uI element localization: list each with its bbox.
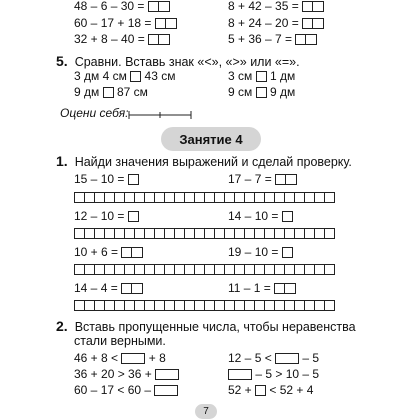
grid-cell[interactable] [324, 228, 335, 239]
sign-box[interactable] [103, 87, 114, 98]
expression-1-left: 15 – 10 = [74, 172, 139, 186]
answer-box[interactable] [128, 174, 139, 185]
answer-box[interactable] [128, 211, 139, 222]
self-assess-label: Оцени себя: [60, 106, 129, 120]
expression-row-3-right: 5 + 36 – 7 = [228, 32, 317, 46]
expression-2-right: 14 – 10 = [228, 209, 293, 223]
inequality-1-left: 46 + 8 < + 8 [74, 351, 166, 365]
answer-box[interactable] [274, 283, 296, 294]
task-5-heading [56, 53, 300, 70]
inequality-3-left: 60 – 17 < 60 – [74, 383, 178, 397]
inequality-2-left: 36 + 20 > 36 + [74, 367, 179, 381]
task-2-heading [56, 318, 356, 335]
answer-box[interactable] [282, 211, 293, 222]
answer-box[interactable] [295, 34, 317, 45]
check-strip[interactable] [74, 264, 334, 275]
task-1-heading [56, 153, 352, 170]
sign-box[interactable] [130, 71, 141, 82]
expression-4-left: 14 – 4 = [74, 281, 143, 295]
answer-box[interactable] [148, 1, 170, 12]
grid-cell[interactable] [324, 300, 335, 311]
expression-row-1-right: 8 + 42 – 35 = [228, 0, 324, 13]
grid-cell[interactable] [324, 264, 335, 275]
grid-cell[interactable] [324, 192, 335, 203]
self-assess-scale[interactable] [128, 111, 192, 119]
inequality-2-right: – 5 > 10 – 5 [228, 367, 319, 381]
missing-number-box[interactable] [154, 385, 178, 396]
expression-2-left: 12 – 10 = [74, 209, 139, 223]
missing-number-box[interactable] [155, 369, 179, 380]
expression-3-right: 19 – 10 = [228, 245, 293, 259]
task-text: Сравни. Вставь знак «<», «>» или «=». [74, 55, 300, 69]
answer-box[interactable] [282, 247, 293, 258]
expression-1-right: 17 – 7 = [228, 172, 297, 186]
compare-row-2-right: 9 см 9 дм [228, 85, 296, 99]
expression-row-2-right: 8 + 24 – 20 = [228, 16, 324, 30]
answer-box[interactable] [302, 1, 324, 12]
compare-row-2-left: 9 дм 87 см [74, 85, 148, 99]
expression-3-left: 10 + 6 = [74, 245, 143, 259]
check-strip[interactable] [74, 228, 334, 239]
expression-row-3-left: 32 + 8 – 40 = [74, 32, 170, 46]
answer-box[interactable] [275, 174, 297, 185]
missing-number-box[interactable] [255, 385, 266, 396]
answer-box[interactable] [302, 18, 324, 29]
answer-box[interactable] [155, 18, 177, 29]
task-number: 1. [56, 153, 68, 169]
missing-number-box[interactable] [121, 353, 145, 364]
expression-row-2-left: 60 – 17 + 18 = [74, 16, 177, 30]
answer-box[interactable] [121, 247, 143, 258]
answer-box[interactable] [148, 34, 170, 45]
task-text: Найди значения выражений и сделай проверку. [74, 155, 352, 169]
expression-4-right: 11 – 1 = [228, 281, 296, 295]
check-strip[interactable] [74, 192, 334, 203]
missing-number-box[interactable] [275, 353, 299, 364]
missing-number-box[interactable] [228, 369, 252, 380]
page-number: 7 [195, 404, 217, 419]
sign-box[interactable] [256, 71, 267, 82]
lesson-title: Занятие 4 [161, 127, 261, 151]
inequality-3-right: 52 + < 52 + 4 [228, 383, 314, 397]
task-text: Вставь пропущенные числа, чтобы неравенства [74, 320, 356, 334]
expression-row-1-left: 48 – 6 – 30 = [74, 0, 170, 13]
task-number: 5. [56, 53, 68, 69]
compare-row-1-left: 3 дм 4 см 43 см [74, 69, 176, 83]
compare-row-1-right: 3 см 1 дм [228, 69, 296, 83]
sign-box[interactable] [256, 87, 267, 98]
inequality-1-right: 12 – 5 < – 5 [228, 351, 320, 365]
task-text-line-2: стали верными. [74, 334, 166, 348]
answer-box[interactable] [121, 283, 143, 294]
task-number: 2. [56, 318, 68, 334]
check-strip[interactable] [74, 300, 334, 311]
